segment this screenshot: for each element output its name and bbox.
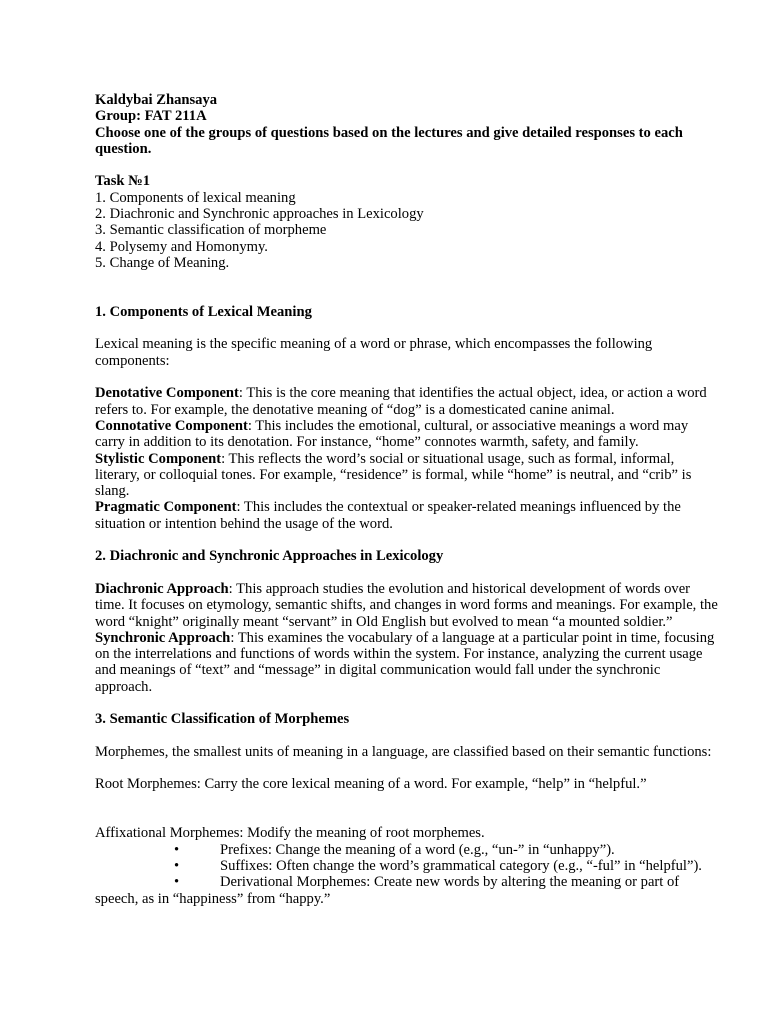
bullet-glyph: • <box>174 857 180 874</box>
list-item <box>95 874 720 890</box>
definition-paragraph <box>95 581 720 630</box>
task-item: 2. Diachronic and Synchronic approaches in Lexicology <box>95 206 424 223</box>
definition-text: : This includes the contextual or speaker-related meanings influenced by the situation or intention behind the usage of the word. <box>95 499 681 532</box>
section3-intro: Morphemes, the smallest units of meaning in a language, are classified based on their semantic functions: <box>95 743 712 760</box>
definition-term: Pragmatic Component <box>95 499 237 516</box>
definition-text: : This includes the emotional, cultural, or associative meanings a word may carry in addition to its denotation. For instance, “home” connotes warmth, safety, and family. <box>95 417 689 451</box>
author-name: Kaldybai Zhansaya <box>95 92 218 108</box>
instruction-text: Choose one of the groups of questions based on the lectures and give detailed responses to each question. <box>95 124 683 157</box>
task-item: 5. Change of Meaning. <box>95 254 230 271</box>
definition-paragraph <box>95 451 720 500</box>
list-item-text: Derivational Morphemes: Create new words by altering the meaning or part of <box>220 874 680 891</box>
root-morphemes-text: Root Morphemes: Carry the core lexical meaning of a word. For example, “help” in “helpful.” <box>95 776 647 793</box>
section3-heading: 3. Semantic Classification of Morphemes <box>95 711 350 728</box>
definition-term: Denotative Component <box>95 385 239 402</box>
definition-text: : This is the core meaning that identifies the actual object, idea, or action a word refers to. For example, the denotative meaning of “dog” is a domesticated canine animal. <box>95 385 707 418</box>
task-title: Task №1 <box>95 173 151 190</box>
list-item-text: Suffixes: Often change the word’s grammatical category (e.g., “-ful” in “helpful”). <box>220 857 702 874</box>
definition-paragraph <box>95 385 720 418</box>
definition-term: Synchronic Approach <box>95 629 231 646</box>
affixational-morphemes-text: Affixational Morphemes: Modify the meaning of root morphemes. <box>95 825 485 842</box>
list-item-continuation: speech, as in “happiness” from “happy.” <box>95 890 331 907</box>
definition-term: Stylistic Component <box>95 450 222 467</box>
bullet-glyph: • <box>174 874 180 891</box>
list-item <box>95 858 720 874</box>
definition-text: : This approach studies the evolution and historical development of words over time. It focuses on etymology, semantic shifts, and changes in word forms and meanings. For example, the word “knight” originally meant “servant” in Old English but evolved to mean “a mounted soldier.” <box>95 580 718 630</box>
group-line: Group: FAT 211A <box>95 108 207 125</box>
definition-paragraph <box>95 418 720 451</box>
task-item: 3. Semantic classification of morpheme <box>95 222 327 239</box>
section2-heading: 2. Diachronic and Synchronic Approaches in Lexicology <box>95 548 444 565</box>
list-item <box>95 842 720 858</box>
definition-paragraph <box>95 630 720 695</box>
definition-term: Connotative Component <box>95 417 248 434</box>
list-item-text: Prefixes: Change the meaning of a word (e.g., “un-” in “unhappy”). <box>220 841 615 858</box>
task-item: 4. Polysemy and Homonymy. <box>95 238 268 255</box>
document-page <box>95 92 720 907</box>
section1-intro: Lexical meaning is the specific meaning of a word or phrase, which encompasses the following components: <box>95 336 653 369</box>
section1-heading: 1. Components of Lexical Meaning <box>95 303 312 320</box>
definition-paragraph <box>95 499 720 532</box>
definition-term: Diachronic Approach <box>95 580 229 597</box>
bullet-glyph: • <box>174 841 180 858</box>
definition-text: : This examines the vocabulary of a language at a particular point in time, focusing on the interrelations and functions of words within the system. For instance, analyzing the current usage and meanings of “text” and “message” in digital communication would fall under the synchronic approach. <box>95 629 715 695</box>
definition-text: : This reflects the word’s social or situational usage, such as formal, informal, literary, or colloquial tones. For example, “residence” is formal, while “home” is neutral, and “crib” is slang. <box>95 450 692 500</box>
task-item: 1. Components of lexical meaning <box>95 189 296 206</box>
